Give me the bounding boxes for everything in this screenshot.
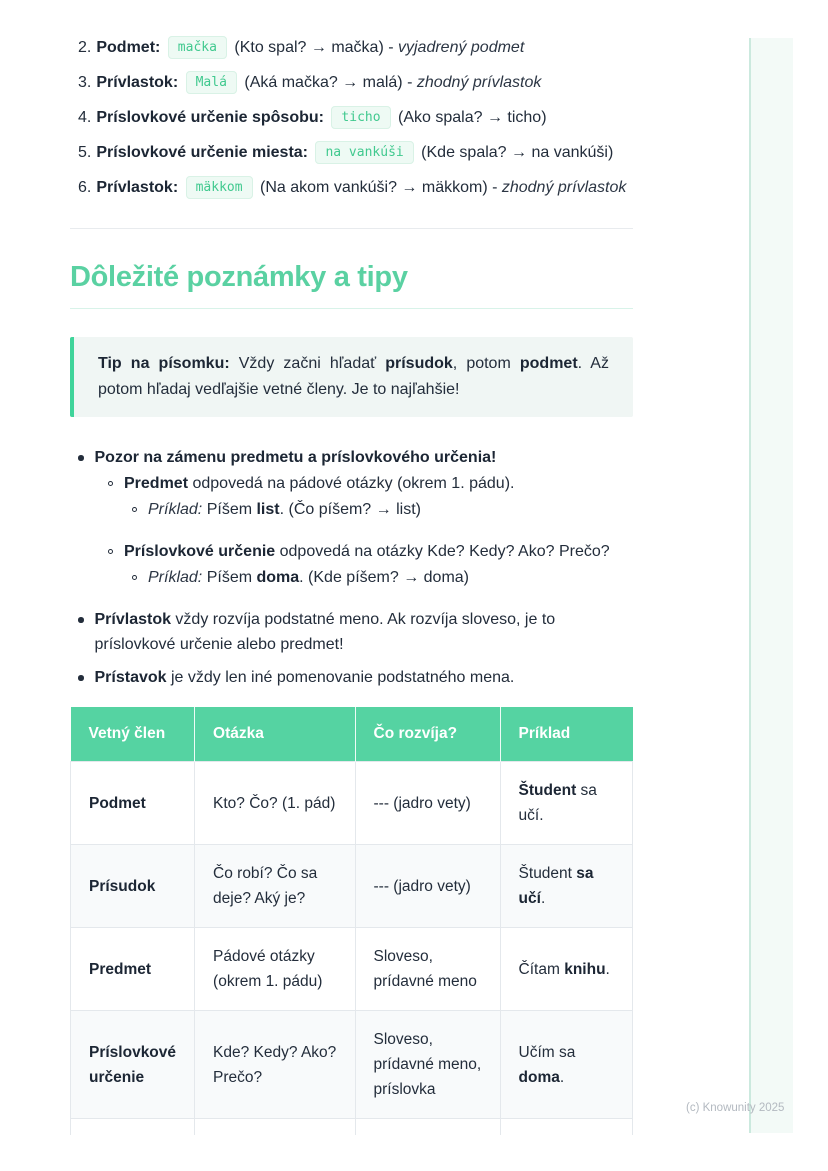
table-cell: Učím sa doma. xyxy=(500,1011,632,1119)
table-row xyxy=(71,1011,633,1119)
disc-bullet-icon xyxy=(78,455,84,461)
table-cell: --- (jadro vety) xyxy=(355,845,500,928)
list-item-text: Príslovkové určenie miesta: na vankúši (Kde spala? → na vankúši) xyxy=(96,144,613,161)
bullet-item xyxy=(70,539,633,564)
table-cell: --- (jadro vety) xyxy=(355,762,500,845)
code-tag: Malá xyxy=(186,71,237,94)
bullet-item xyxy=(70,565,633,590)
table-row xyxy=(71,1119,633,1136)
table-cell xyxy=(500,1119,632,1136)
list-item-number: 5. xyxy=(78,144,92,161)
table-header-cell: Vetný člen xyxy=(71,707,195,762)
table-cell: Čo robí? Čo sa deje? Aký je? xyxy=(195,845,355,928)
table-cell xyxy=(195,1119,355,1136)
bullet-text: Pozor na zámenu predmetu a príslovkového určenia! xyxy=(94,449,497,466)
list-item-text: Prívlastok: mäkkom (Na akom vankúši? → mäkkom) - zhodný prívlastok xyxy=(96,179,626,196)
list-item-number: 6. xyxy=(78,179,92,196)
list-item xyxy=(78,176,633,200)
circle-bullet-icon xyxy=(108,481,113,486)
table-row xyxy=(71,762,633,845)
table-row xyxy=(71,928,633,1011)
table-cell: Predmet xyxy=(71,928,195,1011)
bullet-item xyxy=(70,665,633,690)
list-item xyxy=(78,71,633,95)
bullet-item xyxy=(70,471,633,496)
table-header-cell: Otázka xyxy=(195,707,355,762)
bullet-item xyxy=(70,497,633,522)
code-tag: mačka xyxy=(168,36,227,59)
list-item-text: Podmet: mačka (Kto spal? → mačka) - vyjadrený podmet xyxy=(96,39,524,56)
table-cell: Študent sa učí. xyxy=(500,845,632,928)
summary-table xyxy=(70,707,633,1135)
disc-bullet-icon xyxy=(78,675,84,681)
table-body xyxy=(71,762,633,1136)
code-tag: mäkkom xyxy=(186,176,253,199)
table-cell: Kto? Čo? (1. pád) xyxy=(195,762,355,845)
table-cell: Čítam knihu. xyxy=(500,928,632,1011)
table-cell: Sloveso, prídavné meno, príslovka xyxy=(355,1011,500,1119)
section-divider xyxy=(70,228,633,229)
list-item xyxy=(78,106,633,130)
table-cell: Sloveso, prídavné meno xyxy=(355,928,500,1011)
bullet-text: Príklad: Píšem list. (Čo píšem? → list) xyxy=(148,501,421,518)
tip-text: Tip na písomku: Vždy začni hľadať prísudok, potom podmet. Až potom hľadaj vedľajšie vetné členy. Je to najľahšie! xyxy=(98,355,609,398)
list-item xyxy=(78,141,633,165)
bullet-list xyxy=(70,445,633,690)
list-item xyxy=(78,36,633,60)
bullet-text: Predmet odpovedá na pádové otázky (okrem 1. pádu). xyxy=(124,475,515,492)
bullet-text: Príslovkové určenie odpovedá na otázky Kde? Kedy? Ako? Prečo? xyxy=(124,543,610,560)
table-header-cell: Príklad xyxy=(500,707,632,762)
list-item-text: Prívlastok: Malá (Aká mačka? → malá) - zhodný prívlastok xyxy=(96,74,541,91)
numbered-list xyxy=(70,36,633,200)
list-item-text: Príslovkové určenie spôsobu: ticho (Ako spala? → ticho) xyxy=(96,109,546,126)
bullet-text: Prívlastok vždy rozvíja podstatné meno. Ak rozvíja sloveso, je to príslovkové určenie alebo predmet! xyxy=(94,611,556,653)
table-cell: Študent sa učí. xyxy=(500,762,632,845)
code-tag: na vankúši xyxy=(315,141,413,164)
watermark: (c) Knowunity 2025 xyxy=(686,1102,785,1114)
table-cell: Kde? Kedy? Ako? Prečo? xyxy=(195,1011,355,1119)
bullet-text: Príklad: Píšem doma. (Kde píšem? → doma) xyxy=(148,569,469,586)
table-cell: Prísudok xyxy=(71,845,195,928)
table-header-row xyxy=(71,707,633,762)
circle-bullet-icon xyxy=(108,549,113,554)
table-header xyxy=(71,707,633,762)
disc-bullet-icon xyxy=(78,617,84,623)
list-item-number: 3. xyxy=(78,74,92,91)
code-tag: ticho xyxy=(331,106,390,129)
tip-callout-box xyxy=(70,337,633,417)
table-cell xyxy=(71,1119,195,1136)
document-content xyxy=(70,36,633,1135)
bullet-text: Prístavok je vždy len iné pomenovanie podstatného mena. xyxy=(94,669,515,686)
summary-table-container xyxy=(70,707,633,1135)
table-row xyxy=(71,845,633,928)
circle-bullet-icon xyxy=(132,507,137,512)
table-cell: Podmet xyxy=(71,762,195,845)
list-item-number: 2. xyxy=(78,39,92,56)
bullet-item xyxy=(70,445,633,470)
list-item-number: 4. xyxy=(78,109,92,126)
section-heading: Dôležité poznámky a tipy xyxy=(70,259,633,309)
circle-bullet-icon xyxy=(132,575,137,580)
bullet-item xyxy=(70,607,633,657)
table-header-cell: Čo rozvíja? xyxy=(355,707,500,762)
table-cell: Pádové otázky (okrem 1. pádu) xyxy=(195,928,355,1011)
page-edge-strip xyxy=(749,38,793,1133)
table-cell xyxy=(355,1119,500,1136)
table-cell: Príslovkové určenie xyxy=(71,1011,195,1119)
